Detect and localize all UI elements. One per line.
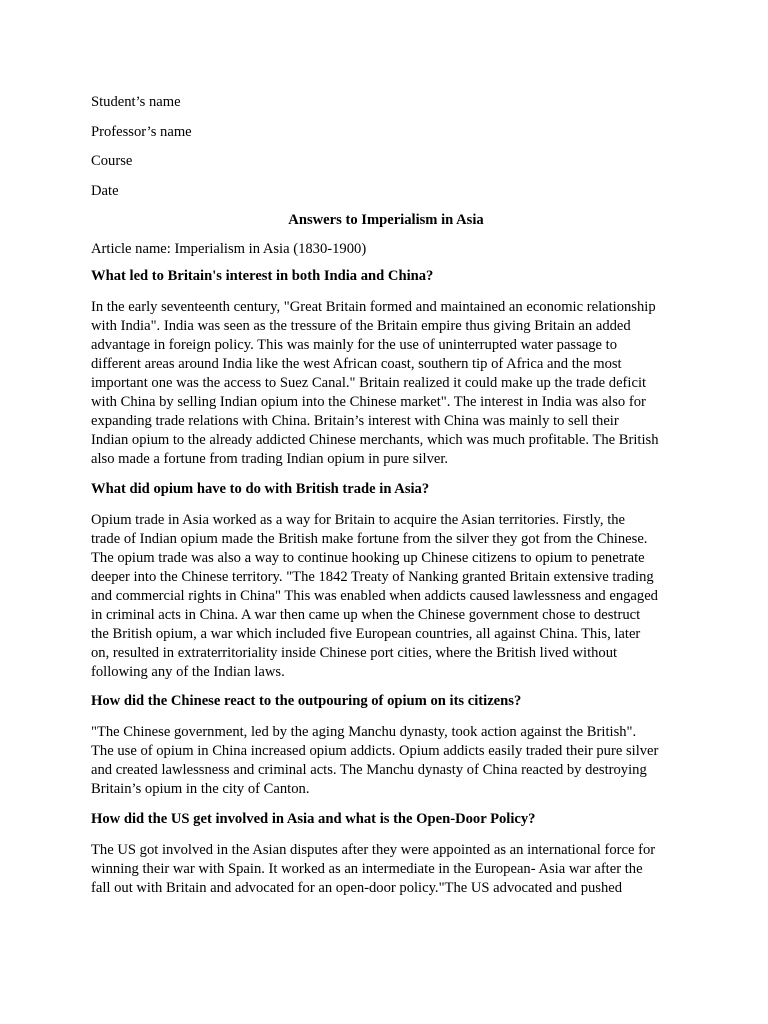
paragraph-line: advantage in foreign policy. This was mainly for the use of uninterrupted water passage to <box>91 337 618 353</box>
paragraph-line: Indian opium to the already addicted Chinese merchants, which was much profitable. The British <box>91 432 659 448</box>
document-body <box>91 93 681 908</box>
paragraph-line: deeper into the Chinese territory. "The 1842 Treaty of Nanking granted Britain extensive trading <box>91 568 654 585</box>
answer-paragraph <box>91 298 681 469</box>
question-heading: How did the Chinese react to the outpouring of opium on its citizens? <box>91 693 522 709</box>
professor-name: Professor’s name <box>91 123 192 140</box>
paragraph-line: with China by selling Indian opium into the Chinese market". The interest in India was also for <box>91 394 646 410</box>
paragraph-line: the British opium, a war which included five European countries, all against China. This, later <box>91 625 641 642</box>
paragraph-line: Britain’s opium in the city of Canton. <box>91 781 310 797</box>
document-title: Answers to Imperialism in Asia <box>288 212 484 228</box>
paragraph-line: The use of opium in China increased opium addicts. Opium addicts easily traded their pure silver <box>91 743 659 759</box>
paragraph-line: following any of the Indian laws. <box>91 663 285 680</box>
paragraph-line: in criminal acts in China. A war then came up when the Chinese government chose to destruct <box>91 606 641 623</box>
paragraph-line: with India". India was seen as the tressure of the Britain empire thus giving Britain an added <box>91 318 631 334</box>
course-name: Course <box>91 153 133 169</box>
question-heading: How did the US get involved in Asia and what is the Open-Door Policy? <box>91 810 536 827</box>
answer-paragraph <box>91 841 681 898</box>
paragraph-line: expanding trade relations with China. Britain’s interest with China was mainly to sell their <box>91 413 619 429</box>
date: Date <box>91 182 119 199</box>
question-heading: What led to Britain's interest in both India and China? <box>91 268 434 284</box>
student-name: Student’s name <box>91 94 181 110</box>
paragraph-line: winning their war with Spain. It worked as an intermediate in the European- Asia war after the <box>91 860 643 877</box>
paragraph-line: different areas around India like the west African coast, southern tip of Africa and the most <box>91 356 622 372</box>
paragraph-line: In the early seventeenth century, "Great Britain formed and maintained an economic relationship <box>91 299 656 315</box>
paragraph-line: also made a fortune from trading Indian opium in pure silver. <box>91 451 449 467</box>
paragraph-line: and commercial rights in China" This was enabled when addicts caused lawlessness and engaged <box>91 587 658 604</box>
paragraph-line: on, resulted in extraterritoriality inside Chinese port cities, where the British lived without <box>91 644 618 661</box>
paragraph-line: important one was the access to Suez Canal." Britain realized it could make up the trade deficit <box>91 375 647 391</box>
answer-paragraph <box>91 723 681 799</box>
paragraph-line: and created lawlessness and criminal acts. The Manchu dynasty of China reacted by destroying <box>91 762 647 778</box>
paragraph-line: "The Chinese government, led by the aging Manchu dynasty, took action against the British". <box>91 724 637 740</box>
paragraph-line: Opium trade in Asia worked as a way for Britain to acquire the Asian territories. Firstly, the <box>91 511 626 528</box>
paragraph-line: The opium trade was also a way to continue hooking up Chinese citizens to opium to penetrate <box>91 549 645 566</box>
paragraph-line: trade of Indian opium made the British make fortune from the silver they got from the Chinese. <box>91 530 648 547</box>
question-heading: What did opium have to do with British trade in Asia? <box>91 480 430 497</box>
answer-paragraph <box>91 511 681 682</box>
paragraph-line: fall out with Britain and advocated for an open-door policy."The US advocated and pushed <box>91 879 623 896</box>
paragraph-line: The US got involved in the Asian disputes after they were appointed as an international force for <box>91 841 656 858</box>
article-name: Article name: Imperialism in Asia (1830-1900) <box>91 241 367 257</box>
